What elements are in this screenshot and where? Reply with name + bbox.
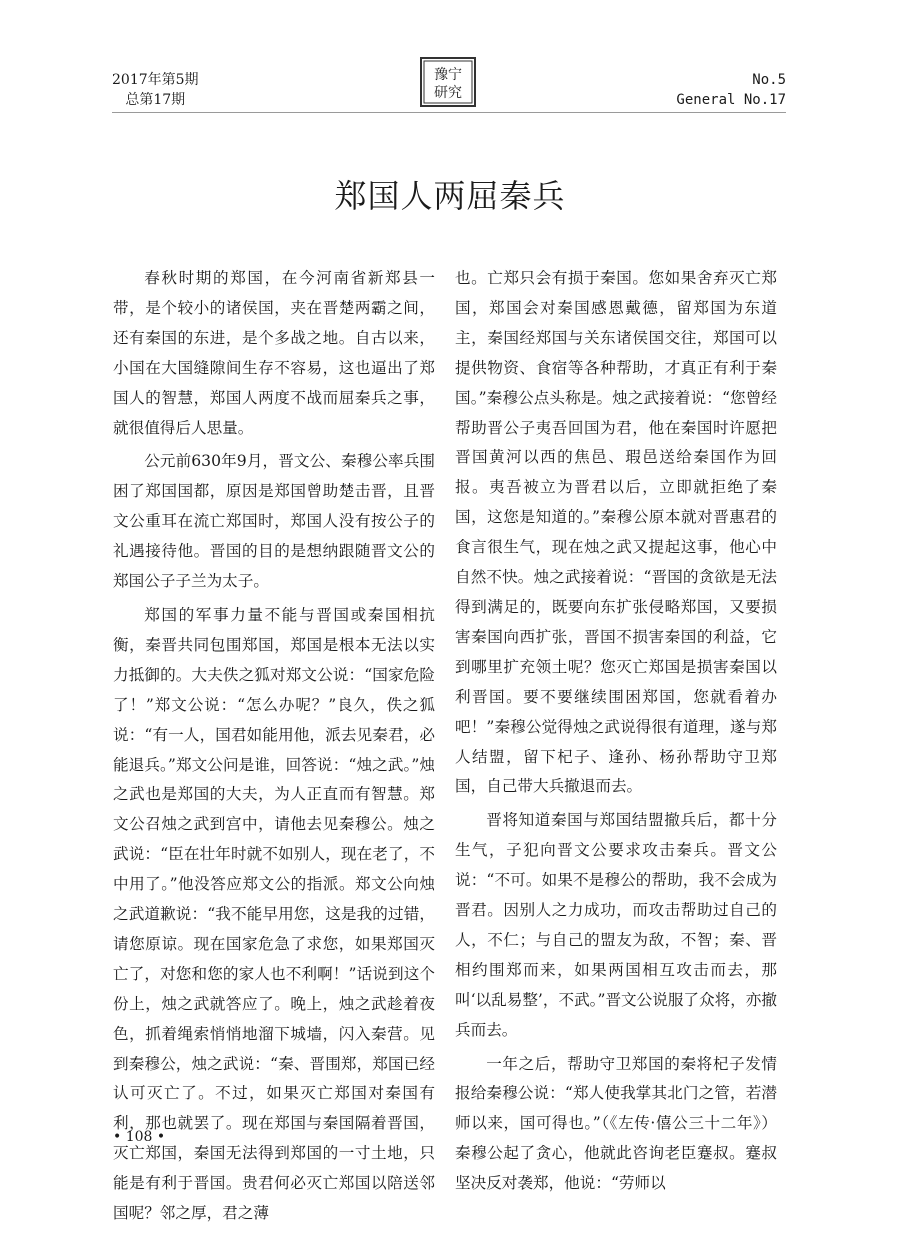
journal-issue-block — [112, 70, 199, 110]
general-number: General No.17 — [676, 92, 786, 108]
paragraph: 晋将知道秦国与郑国结盟撤兵后，都十分生气，子犯向晋文公要求攻击秦兵。晋文公说：“不可。如果不是穆公的帮助，我不会成为晋君。因别人之力成功，而攻击帮助过自己的人，不仁；与自己的盟友为敌，不智；秦、晋相约围郑而来，如果两国相互攻击而去，那叫‘以乱易整’，不武。”晋文公说服了众将，亦撤兵而去。 — [455, 811, 777, 1039]
journal-seal-icon — [418, 56, 478, 108]
header-rule — [112, 112, 786, 113]
paragraph: 公元前630年9月，晋文公、秦穆公率兵围困了郑国国都，原因是郑国曾助楚击晋，且晋文公重耳在流亡郑国时，郑国人没有按公子的礼遇接待他。晋国的目的是想纳跟随晋文公的郑国公子子兰为太子。 — [113, 452, 435, 591]
left-column — [113, 264, 435, 1233]
issue-number: No.5 — [752, 72, 786, 88]
article-title: 郑国人两屈秦兵 — [334, 177, 566, 216]
svg-text:研究: 研究 — [434, 85, 462, 101]
page-number: • 108 • — [113, 1129, 166, 1145]
year-issue: 2017年第5期 — [112, 72, 199, 88]
svg-text:豫宁: 豫宁 — [434, 67, 462, 83]
paragraph: 一年之后，帮助守卫郑国的秦将杞子发情报给秦穆公说：“郑人使我掌其北门之管，若潜师以来，国可得也。”（《左传·僖公三十二年》）秦穆公起了贪心，他就此咨询老臣蹇叔。蹇叔坚决反对袭郑，他说：“劳师以 — [455, 1054, 777, 1193]
right-column — [455, 264, 777, 1203]
total-issue: 总第17期 — [125, 92, 186, 108]
paragraph: 春秋时期的郑国，在今河南省新郑县一带，是个较小的诸侯国，夹在晋楚两霸之间，还有秦国的东进，是个多战之地。自古以来，小国在大国缝隙间生存不容易，这也逼出了郑国人的智慧，郑国人两度不战而屈秦兵之事，就很值得后人思量。 — [113, 269, 435, 437]
journal-logo — [418, 56, 478, 108]
paragraph: 郑国的军事力量不能与晋国或秦国相抗衡，秦晋共同包围郑国，郑国是根本无法以实力抵御的。大夫佚之狐对郑文公说：“国家危险了！”郑文公说：“怎么办呢？”良久，佚之狐说：“有一人，国君如能用他，派去见秦君，必能退兵。”郑文公问是谁，回答说：“烛之武。”烛之武也是郑国的大夫，为人正直而有智慧。郑文公召烛之武到宫中，请他去见秦穆公。烛之武说：“臣在壮年时就不如别人，现在老了，不中用了。”他没答应郑文公的指派。郑文公向烛之武道歉说：“我不能早用您，这是我的过错，请您原谅。现在国家危急了求您，如果郑国灭亡了，对您和您的家人也不利啊！”话说到这个份上，烛之武就答应了。晚上，烛之武趁着夜色，抓着绳索悄悄地溜下城墙，闪入秦营。见到秦穆公，烛之武说：“秦、晋围郑，郑国已经认可灭亡了。不过，如果灭亡郑国对秦国有利，那也就罢了。现在郑国与秦国隔着晋国，灭亡郑国，秦国无法得到郑国的一寸土地，只能是有利于晋国。贵君何必灭亡郑国以陪送邻国呢？邻之厚，君之薄 — [113, 605, 435, 1223]
paragraph-continued: 也。亡郑只会有损于秦国。您如果舍弃灭亡郑国，郑国会对秦国感恩戴德，留郑国为东道主，秦国经郑国与关东诸侯国交往，郑国可以提供物资、食宿等各种帮助，才真正有利于秦国。”秦穆公点头称是。烛之武接着说：“您曾经帮助晋公子夷吾回国为君，他在秦国时许愿把晋国黄河以西的焦邑、瑕邑送给秦国作为回报。夷吾被立为晋君以后，立即就拒绝了秦国，这您是知道的。”秦穆公原本就对晋惠君的食言很生气，现在烛之武又提起这事，他心中自然不快。烛之武接着说：“晋国的贪欲是无法得到满足的，既要向东扩张侵略郑国，又要损害秦国向西扩张，晋国不损害秦国的利益，它到哪里扩充领土呢？您灭亡郑国是损害秦国以利晋国。要不要继续围困郑国，您就看着办吧！”秦穆公觉得烛之武说得很有道理，遂与郑人结盟，留下杞子、逢孙、杨孙帮助守卫郑国，自己带大兵撤退而去。 — [455, 269, 777, 796]
journal-number-block — [676, 70, 786, 110]
